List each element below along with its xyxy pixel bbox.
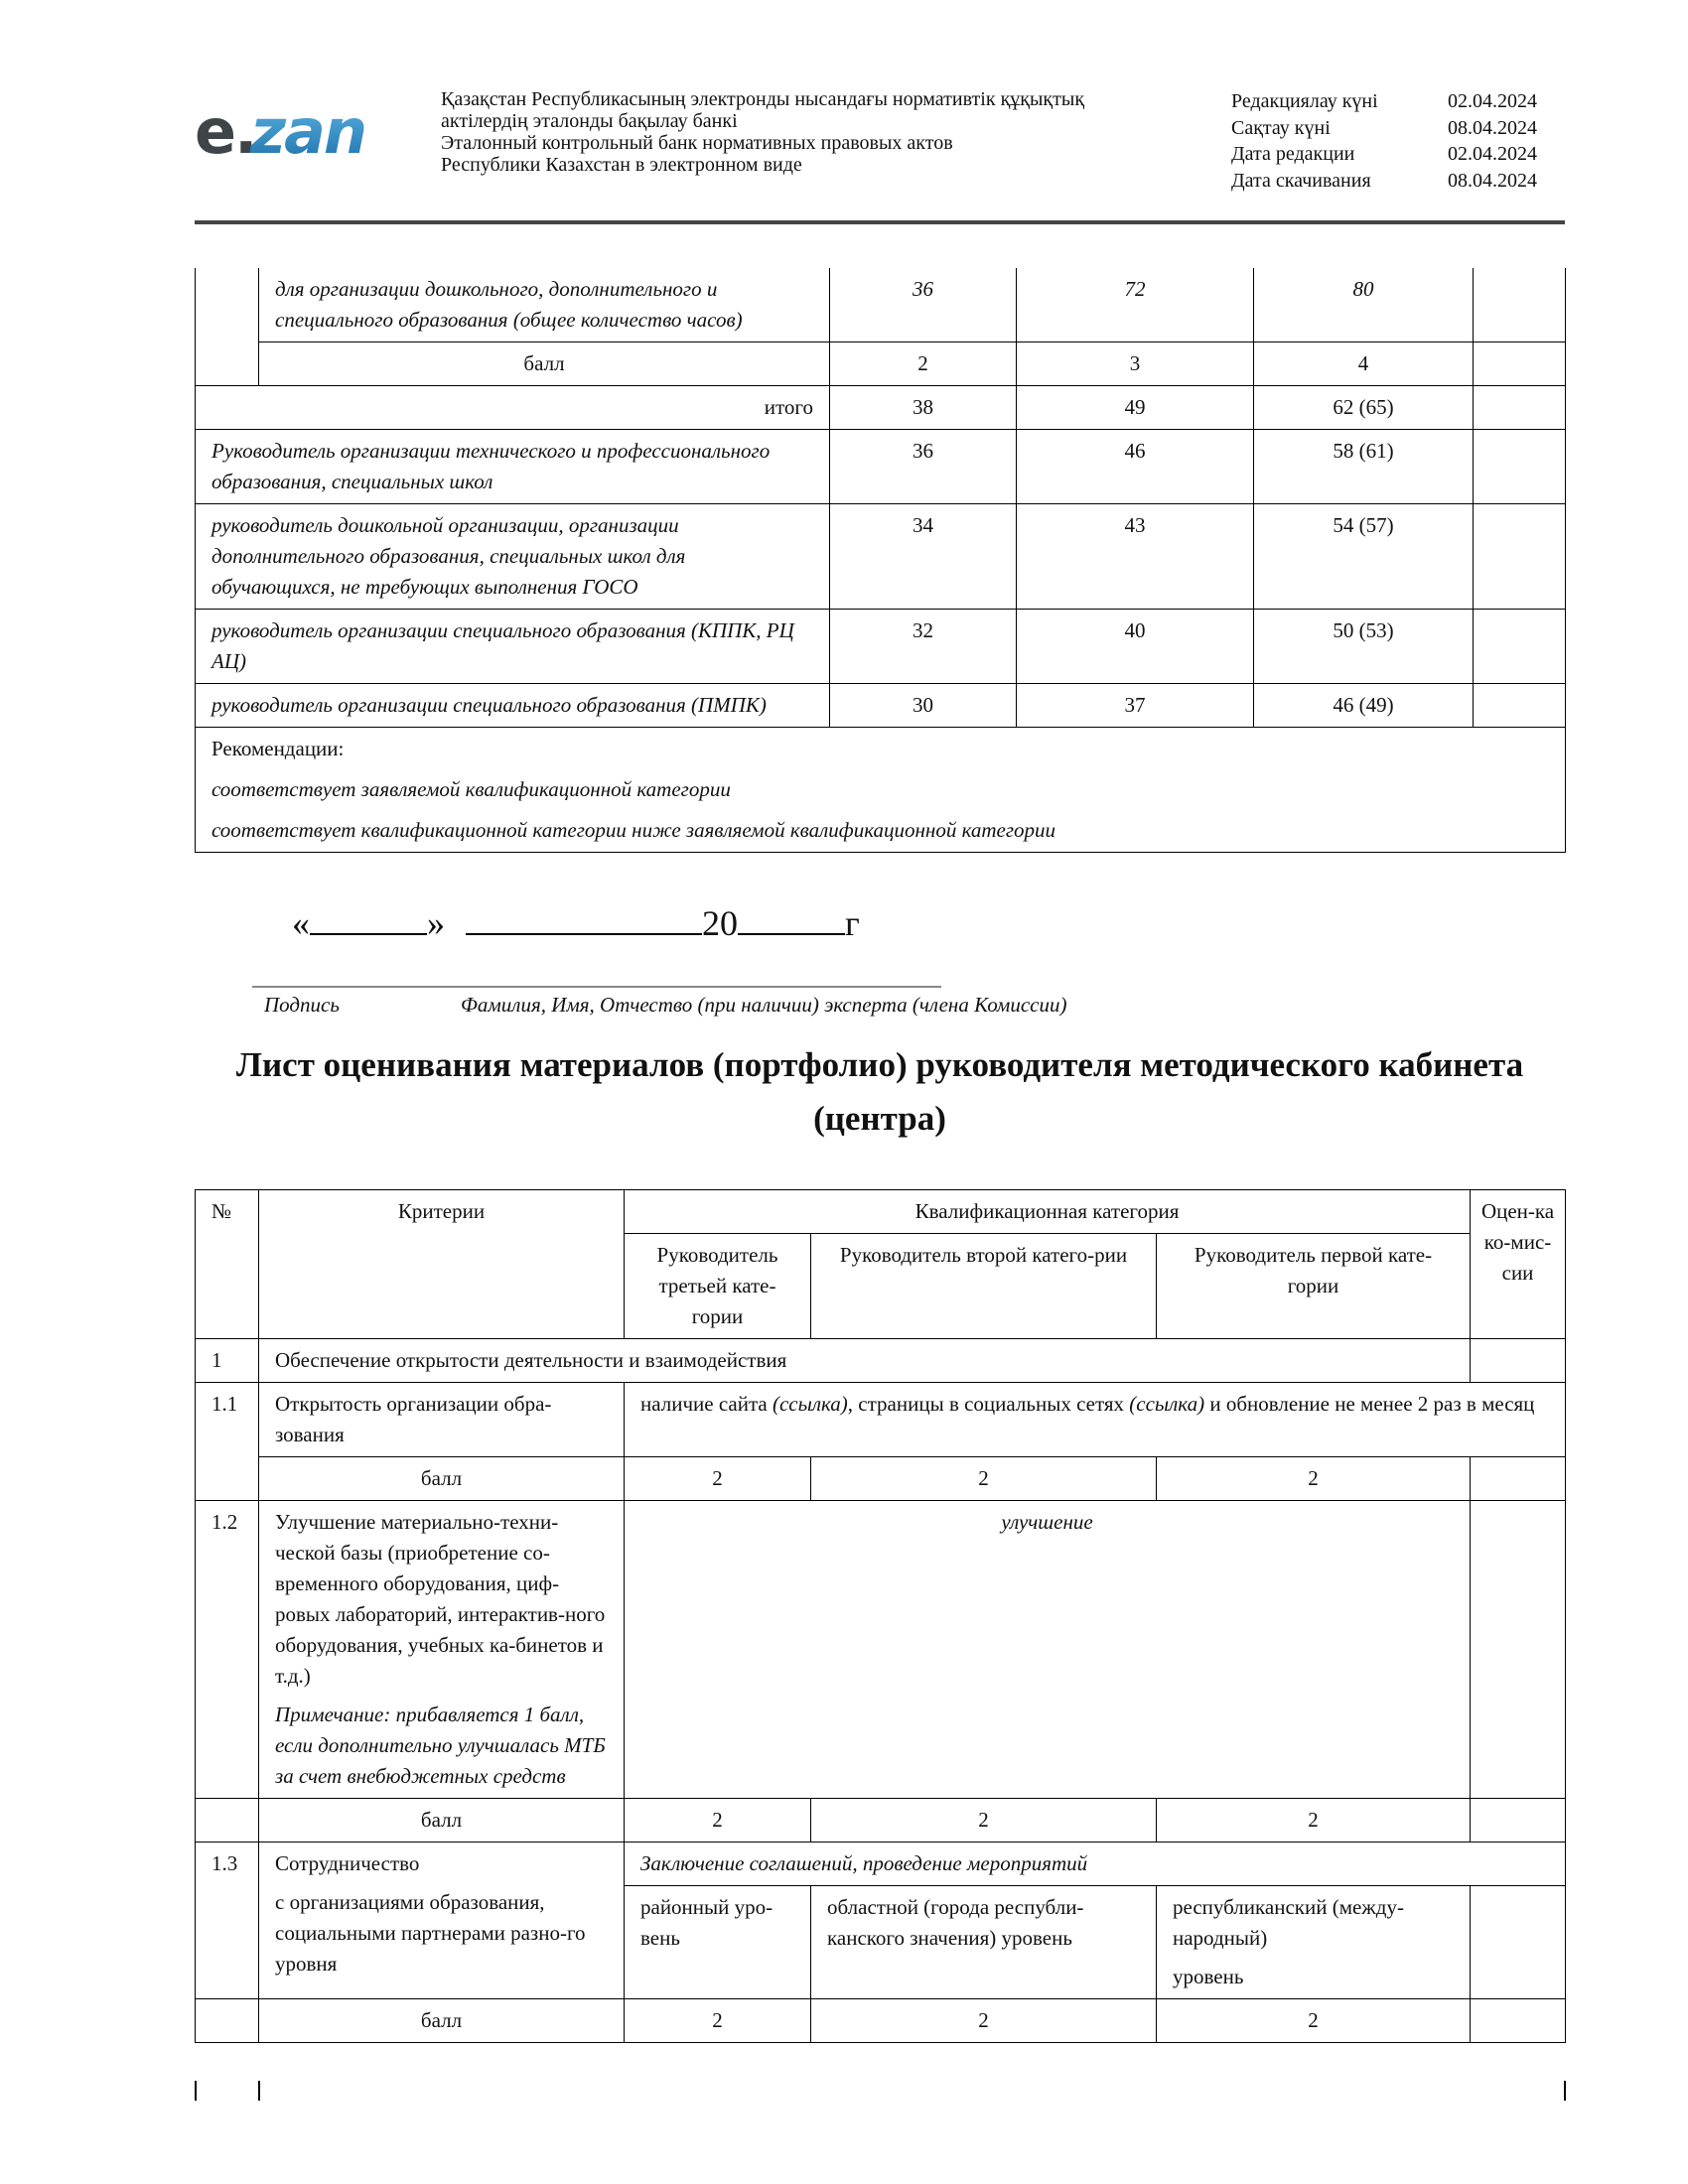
cell-value: 4 — [1254, 342, 1474, 386]
table-row — [196, 342, 1566, 386]
criterion-text: с организациями образования, социальными партнерами разно-го уровня — [275, 1890, 586, 1976]
cell-value: 72 — [1017, 268, 1254, 342]
day-blank — [310, 897, 427, 935]
level-1: республиканский (между-народный) уровень — [1157, 1886, 1471, 1999]
cell-value: 54 (57) — [1254, 504, 1474, 610]
table-continuation-mark — [258, 2081, 260, 2101]
table-continuation-mark — [1564, 2081, 1566, 2101]
criterion-description: Заключение соглашений, проведение мероприятий — [625, 1843, 1566, 1886]
cell-value: 2 — [625, 1799, 811, 1843]
date-line — [292, 897, 860, 944]
criterion-note: Примечание: прибавляется 1 балл, если дополнительно улучшалась МТБ за счет внебюджетных средств — [275, 1703, 606, 1788]
col-criteria-header: Критерии — [259, 1190, 625, 1339]
table-row — [196, 1799, 1566, 1843]
cell-value: 62 (65) — [1254, 386, 1474, 430]
ezan-logo — [195, 95, 393, 175]
cell-value: 2 — [625, 1999, 811, 2043]
year-suffix: г — [845, 903, 860, 943]
row-label: руководитель дошкольной организации, организации дополнительного образования, специальных школ для обучающихся, не требующих выполнения ГОСО — [196, 504, 830, 610]
recommendation-item: соответствует заявляемой квалификационной категории — [211, 777, 731, 801]
ezan-logo-graphic — [195, 95, 393, 175]
col-eval-header: Оцен-ка ко-мис-сии — [1471, 1190, 1566, 1339]
source-description — [441, 88, 1196, 176]
criterion-title: Сотрудничество — [275, 1851, 420, 1875]
ball-label: балл — [259, 1799, 625, 1843]
cell-value: 2 — [625, 1457, 811, 1501]
ball-label: балл — [259, 1457, 625, 1501]
recommendations-title: Рекомендации: — [211, 737, 345, 760]
col-number-header: № — [196, 1190, 259, 1339]
svg-text:zan: zan — [250, 95, 366, 168]
table-row — [196, 1501, 1566, 1799]
table-row — [196, 430, 1566, 504]
cell-value: 40 — [1017, 610, 1254, 684]
total-label: итого — [196, 386, 830, 430]
row-label: Руководитель организации технического и профессионального образования, специальных школ — [196, 430, 830, 504]
table-header-row — [196, 1190, 1566, 1234]
meta-label: Сақтау күні — [1231, 116, 1331, 139]
meta-row — [1231, 168, 1537, 195]
table-row — [196, 386, 1566, 430]
cell-value: 2 — [811, 1999, 1157, 2043]
col-category-header: Квалификационная категория — [625, 1190, 1471, 1234]
col-category-1: Руководитель первой кате-гории — [1157, 1234, 1471, 1339]
cell-value: 34 — [830, 504, 1017, 610]
level-3: районный уро-вень — [625, 1886, 811, 1999]
section-title: Обеспечение открытости деятельности и взаимодействия — [259, 1339, 1471, 1383]
cell-value: 2 — [1157, 1999, 1471, 2043]
table-row — [196, 1457, 1566, 1501]
scores-table-continued — [195, 268, 1566, 853]
row-label: для организации дошкольного, дополнительного и специального образования (общее количество часов) — [259, 268, 830, 342]
table-row — [196, 1383, 1566, 1457]
cell-value: 30 — [830, 684, 1017, 728]
source-line: Қазақстан Республикасының электронды нысандағы нормативтік құқықтық — [441, 88, 1085, 110]
col-category-3: Руководитель третьей кате-гории — [625, 1234, 811, 1339]
year-prefix: 20 — [702, 903, 738, 943]
cell-value: 2 — [811, 1799, 1157, 1843]
cell-value: 2 — [1157, 1457, 1471, 1501]
year-blank — [738, 897, 845, 935]
cell-value: 50 (53) — [1254, 610, 1474, 684]
cell-value: 36 — [830, 268, 1017, 342]
date-quote-close: » — [427, 903, 445, 943]
meta-value: 02.04.2024 — [1448, 90, 1537, 112]
methodical-cabinet-evaluation-table — [195, 1189, 1566, 2043]
table-row — [196, 1999, 1566, 2043]
sheet-title: Лист оценивания материалов (портфолио) руководителя методического кабинета (центра) — [235, 1045, 1524, 1138]
cell-value: 37 — [1017, 684, 1254, 728]
criterion-description: наличие сайта (ссылка), страницы в социальных сетях (ссылка) и обновление не менее 2 раз в месяц — [625, 1383, 1566, 1457]
source-line: Республики Казахстан в электронном виде — [441, 154, 802, 176]
row-label: балл — [259, 342, 830, 386]
meta-value: 08.04.2024 — [1448, 169, 1537, 192]
svg-text:e.: e. — [195, 95, 256, 168]
cell-value: 46 (49) — [1254, 684, 1474, 728]
criterion: Открытость организации обра-зования — [259, 1383, 625, 1457]
meta-row — [1231, 115, 1537, 142]
level-2: областной (города республи-канского значения) уровень — [811, 1886, 1157, 1999]
row-label: руководитель организации специального образования (ПМПК) — [196, 684, 830, 728]
table-continuation-mark — [195, 2081, 197, 2101]
row-number: 1 — [196, 1339, 259, 1383]
section-row — [196, 1339, 1566, 1383]
document-dates — [1231, 88, 1537, 194]
row-number: 1.1 — [196, 1383, 259, 1457]
month-blank — [466, 897, 702, 935]
table-row — [196, 268, 1566, 342]
col-category-2: Руководитель второй катего-рии — [811, 1234, 1157, 1339]
row-number: 1.2 — [196, 1501, 259, 1799]
recommendations-row — [196, 728, 1566, 853]
table-row — [196, 610, 1566, 684]
header-divider — [195, 220, 1565, 224]
meta-row — [1231, 141, 1537, 168]
cell-value: 80 — [1254, 268, 1474, 342]
ball-label: балл — [259, 1999, 625, 2043]
recommendations — [196, 728, 1566, 853]
criterion-text: Улучшение материально-техни-ческой базы (приобретение со-временного оборудования, циф-ровых лабораторий, интерактив-ного оборудования, учебных ка-бинетов и т.д.) — [275, 1510, 606, 1688]
criterion — [259, 1501, 625, 1799]
signature-line — [252, 986, 941, 988]
source-line: Эталонный контрольный банк нормативных правовых актов — [441, 132, 953, 154]
cell-value: 58 (61) — [1254, 430, 1474, 504]
cell-value: 43 — [1017, 504, 1254, 610]
signature-label: Подпись — [264, 993, 340, 1017]
row-label: руководитель организации специального образования (КППК, РЦ АЦ) — [196, 610, 830, 684]
cell-value: 32 — [830, 610, 1017, 684]
meta-label: Редакциялау күні — [1231, 90, 1378, 112]
cell-value: 36 — [830, 430, 1017, 504]
cell-value: 38 — [830, 386, 1017, 430]
table-row — [196, 684, 1566, 728]
meta-label: Дата редакции — [1231, 143, 1355, 165]
table-row — [196, 504, 1566, 610]
expert-name-label: Фамилия, Имя, Отчество (при наличии) эксперта (члена Комиссии) — [461, 993, 1067, 1017]
cell-value: 2 — [1157, 1799, 1471, 1843]
cell-value: 49 — [1017, 386, 1254, 430]
meta-row — [1231, 88, 1537, 115]
meta-value: 02.04.2024 — [1448, 143, 1537, 165]
recommendation-item: соответствует квалификационной категории ниже заявляемой квалификационной категории — [211, 818, 1056, 842]
meta-label: Дата скачивания — [1231, 169, 1371, 192]
meta-value: 08.04.2024 — [1448, 116, 1537, 139]
criterion-description: улучшение — [625, 1501, 1471, 1799]
cell-value: 46 — [1017, 430, 1254, 504]
cell-value: 2 — [830, 342, 1017, 386]
cell-value: 2 — [811, 1457, 1157, 1501]
row-number: 1.3 — [196, 1843, 259, 1999]
date-quote-open: « — [292, 903, 310, 943]
source-line: актілердің эталонды бақылау банкі — [441, 110, 738, 132]
criterion — [259, 1843, 625, 1999]
table-row — [196, 1843, 1566, 1886]
cell-value: 3 — [1017, 342, 1254, 386]
